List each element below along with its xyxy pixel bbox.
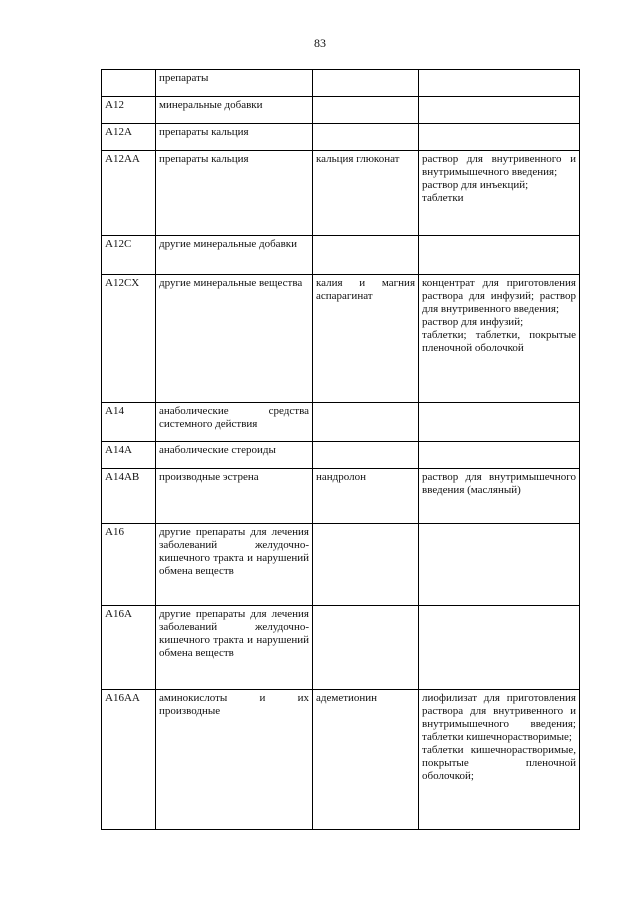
atc-code-cell: A12CX [102, 275, 156, 403]
substance-cell [313, 606, 419, 690]
table-row [102, 442, 580, 469]
atc-code-cell: A14AB [102, 469, 156, 524]
substance-cell: адеметионин [313, 690, 419, 830]
table-row [102, 236, 580, 275]
dosage-form-cell [419, 124, 580, 151]
group-cell: другие препараты для лечения заболеваний желудочно-кишечного тракта и нарушений обмена веществ [156, 524, 313, 606]
group-cell: аминокислоты и их производные [156, 690, 313, 830]
group-cell: анаболические средства системного действия [156, 403, 313, 442]
substance-cell: нандролон [313, 469, 419, 524]
table-row [102, 275, 580, 403]
table-row [102, 690, 580, 830]
group-cell: препараты кальция [156, 124, 313, 151]
substance-cell: кальция глюконат [313, 151, 419, 236]
group-cell: анаболические стероиды [156, 442, 313, 469]
group-cell: другие минеральные добавки [156, 236, 313, 275]
group-cell: другие минеральные вещества [156, 275, 313, 403]
group-cell: другие препараты для лечения заболеваний желудочно-кишечного тракта и нарушений обмена веществ [156, 606, 313, 690]
dosage-form-cell [419, 524, 580, 606]
dosage-form-cell [419, 403, 580, 442]
atc-code-cell: A14A [102, 442, 156, 469]
atc-code-cell [102, 70, 156, 97]
group-cell: минеральные добавки [156, 97, 313, 124]
dosage-form-cell: раствор для внутривенного и внутримышечного введения; раствор для инъекций; таблетки [419, 151, 580, 236]
atc-code-cell: A12C [102, 236, 156, 275]
substance-cell [313, 403, 419, 442]
atc-code-cell: A16AA [102, 690, 156, 830]
group-cell: препараты кальция [156, 151, 313, 236]
table-row [102, 469, 580, 524]
drug-classification-table [101, 69, 580, 830]
substance-cell [313, 97, 419, 124]
table-row [102, 70, 580, 97]
group-cell: производные эстрена [156, 469, 313, 524]
substance-cell: калия и магния аспарагинат [313, 275, 419, 403]
substance-cell [313, 70, 419, 97]
atc-code-cell: A14 [102, 403, 156, 442]
dosage-form-cell [419, 97, 580, 124]
dosage-form-cell [419, 236, 580, 275]
atc-code-cell: A16A [102, 606, 156, 690]
dosage-form-cell [419, 606, 580, 690]
substance-cell [313, 442, 419, 469]
substance-cell [313, 124, 419, 151]
dosage-form-cell: концентрат для приготовления раствора для инфузий; раствор для внутривенного введения; раствор для инфузий; таблетки; таблетки, покрытые пленочной оболочкой [419, 275, 580, 403]
group-cell: препараты [156, 70, 313, 97]
substance-cell [313, 524, 419, 606]
table-row [102, 97, 580, 124]
dosage-form-cell: лиофилизат для приготовления раствора для внутривенного и внутримышечного введения; таблетки кишечнорастворимые; таблетки кишечнорастворимые, покрытые пленочной оболочкой; [419, 690, 580, 830]
table-row [102, 403, 580, 442]
atc-code-cell: A12AA [102, 151, 156, 236]
dosage-form-cell [419, 70, 580, 97]
table-row [102, 151, 580, 236]
table-row [102, 124, 580, 151]
atc-code-cell: A12A [102, 124, 156, 151]
table-row [102, 524, 580, 606]
table-row [102, 606, 580, 690]
atc-code-cell: A16 [102, 524, 156, 606]
substance-cell [313, 236, 419, 275]
page-number: 83 [314, 36, 326, 50]
dosage-form-cell: раствор для внутримышечного введения (масляный) [419, 469, 580, 524]
dosage-form-cell [419, 442, 580, 469]
atc-code-cell: A12 [102, 97, 156, 124]
